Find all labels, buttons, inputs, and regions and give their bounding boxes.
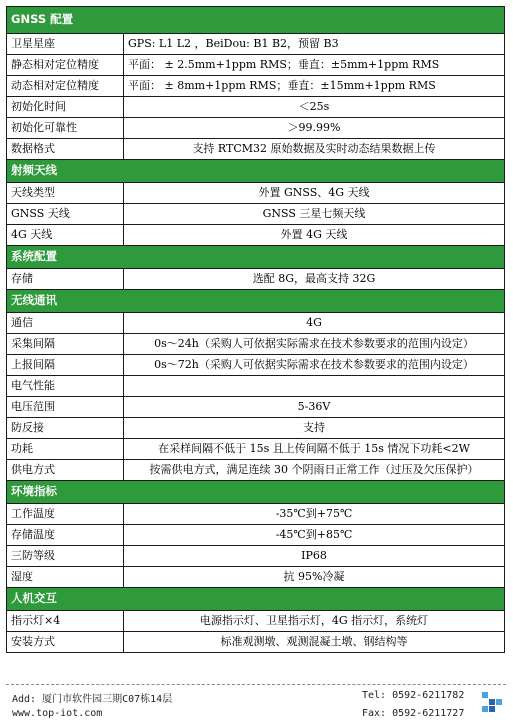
table-row (7, 139, 505, 160)
row-label: 4G 天线 (7, 225, 124, 246)
logo-square-center (489, 699, 495, 705)
section-title: GNSS 配置 (7, 7, 505, 34)
table-row (7, 34, 505, 55)
row-value: 选配 8G，最高支持 32G (124, 269, 505, 290)
section-header (7, 481, 505, 504)
section-title: 人机交互 (7, 588, 505, 611)
row-value: 在采样间隔不低于 15s 且上传间隔不低于 15s 情况下功耗<2W (124, 439, 505, 460)
spec-table (6, 6, 505, 653)
table-row (7, 397, 505, 418)
row-label: 指示灯×4 (7, 611, 124, 632)
row-value: 外置 GNSS、4G 天线 (124, 183, 505, 204)
table-row (7, 418, 505, 439)
section-header (7, 246, 505, 269)
row-label: 天线类型 (7, 183, 124, 204)
section-title: 射频天线 (7, 160, 505, 183)
row-label: 数据格式 (7, 139, 124, 160)
row-label: 湿度 (7, 567, 124, 588)
row-value: 支持 (124, 418, 505, 439)
section-header (7, 588, 505, 611)
row-value: 按需供电方式，满足连续 30 个阴雨日正常工作（过压及欠压保护） (124, 460, 505, 481)
company-logo-icon (481, 691, 503, 717)
row-value: 外置 4G 天线 (124, 225, 505, 246)
table-row (7, 118, 505, 139)
row-label: 供电方式 (7, 460, 124, 481)
row-label: 存储 (7, 269, 124, 290)
row-label: 初始化可靠性 (7, 118, 124, 139)
logo-square-top (482, 692, 488, 698)
table-row (7, 376, 505, 397)
row-value: 4G (124, 313, 505, 334)
footer-divider (6, 684, 506, 685)
table-row (7, 546, 505, 567)
spec-table-body (7, 7, 505, 653)
row-label: 初始化时间 (7, 97, 124, 118)
table-row (7, 225, 505, 246)
section-header (7, 160, 505, 183)
section-title: 系统配置 (7, 246, 505, 269)
row-value (124, 376, 505, 397)
row-label: 动态相对定位精度 (7, 76, 124, 97)
logo-square-right (496, 699, 502, 705)
footer-address: Add: 厦门市软件园三期C07栋14层 (12, 694, 173, 705)
logo-square-bottom (489, 706, 495, 712)
row-value: ＜25s (124, 97, 505, 118)
row-value: GPS: L1 L2 ，BeiDou: B1 B2，预留 B3 (124, 34, 505, 55)
row-label: 三防等级 (7, 546, 124, 567)
table-row (7, 334, 505, 355)
row-label: 安装方式 (7, 632, 124, 653)
table-row (7, 76, 505, 97)
table-row (7, 97, 505, 118)
row-value: IP68 (124, 546, 505, 567)
table-row (7, 55, 505, 76)
row-value: 抗 95%冷凝 (124, 567, 505, 588)
table-row (7, 567, 505, 588)
footer-website[interactable]: www.top-iot.com (12, 708, 103, 719)
row-value: 5-36V (124, 397, 505, 418)
row-label: 静态相对定位精度 (7, 55, 124, 76)
table-row (7, 439, 505, 460)
row-value: GNSS 三星七频天线 (124, 204, 505, 225)
row-value: 0s～24h（采购人可依据实际需求在技术参数要求的范围内设定） (124, 334, 505, 355)
row-value: -35℃到+75℃ (124, 504, 505, 525)
footer-fax: Fax: 0592-6211727 (362, 708, 465, 719)
row-label: 工作温度 (7, 504, 124, 525)
table-row (7, 204, 505, 225)
row-value: ＞99.99% (124, 118, 505, 139)
row-label: 电压范围 (7, 397, 124, 418)
row-label: 通信 (7, 313, 124, 334)
table-row (7, 504, 505, 525)
row-label: 防反接 (7, 418, 124, 439)
row-value: 平面： ± 8mm+1ppm RMS；垂直：±15mm+1ppm RMS (124, 76, 505, 97)
row-value: 0s～72h（采购人可依据实际需求在技术参数要求的范围内设定） (124, 355, 505, 376)
table-row (7, 460, 505, 481)
table-row (7, 183, 505, 204)
table-row (7, 355, 505, 376)
section-header (7, 7, 505, 34)
row-label: 卫星星座 (7, 34, 124, 55)
row-label: 上报间隔 (7, 355, 124, 376)
logo-square-left (482, 706, 488, 712)
table-row (7, 632, 505, 653)
row-label: 功耗 (7, 439, 124, 460)
row-value: -45℃到+85℃ (124, 525, 505, 546)
row-value: 标准观测墩、观测混凝土墩、钢结构等 (124, 632, 505, 653)
table-row (7, 313, 505, 334)
row-value: 平面： ± 2.5mm+1ppm RMS；垂直：±5mm+1ppm RMS (124, 55, 505, 76)
row-label: 电气性能 (7, 376, 124, 397)
section-title: 无线通讯 (7, 290, 505, 313)
table-row (7, 269, 505, 290)
row-value: 电源指示灯、卫星指示灯，4G 指示灯，系统灯 (124, 611, 505, 632)
table-row (7, 525, 505, 546)
row-label: GNSS 天线 (7, 204, 124, 225)
table-row (7, 611, 505, 632)
row-value: 支持 RTCM32 原始数据及实时动态结果数据上传 (124, 139, 505, 160)
row-label: 采集间隔 (7, 334, 124, 355)
section-title: 环境指标 (7, 481, 505, 504)
footer-tel: Tel: 0592-6211782 (362, 690, 465, 701)
section-header (7, 290, 505, 313)
row-label: 存储温度 (7, 525, 124, 546)
